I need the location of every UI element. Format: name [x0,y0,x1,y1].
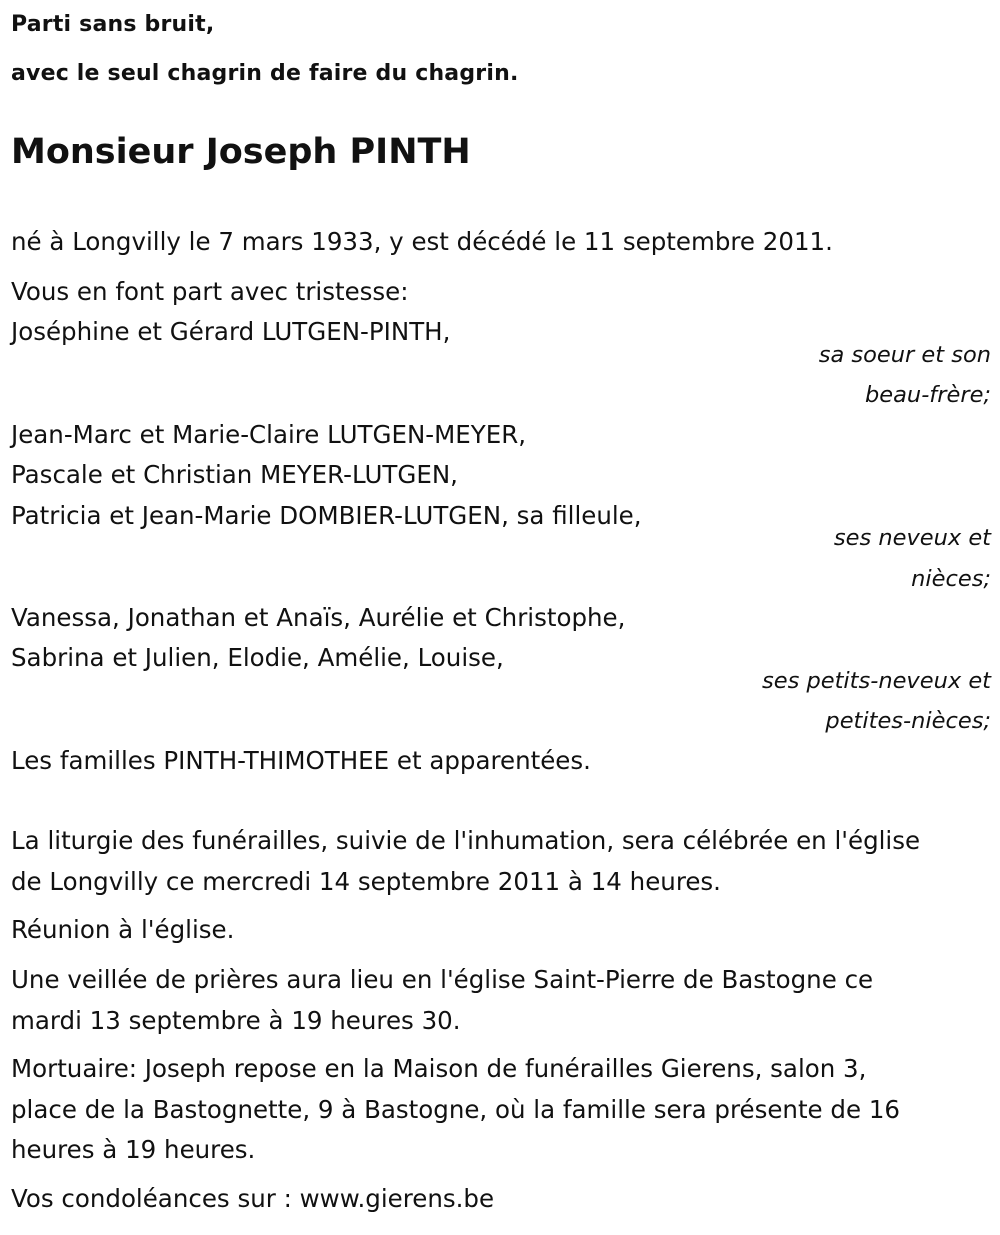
family-grand-line-1: Vanessa, Jonathan et Anaïs, Aurélie et Christophe, [11,603,626,632]
family-sister-line: Joséphine et Gérard LUTGEN-PINTH, [11,317,451,346]
birth-death-line: né à Longvilly le 7 mars 1933, y est décédé le 11 septembre 2011. [11,227,833,256]
mortuary-line-3: heures à 19 heures. [11,1135,256,1164]
liturgy-line-1: La liturgie des funérailles, suivie de l'inhumation, sera célébrée en l'église [11,826,921,855]
nephews-relation-1: ses neveux et [833,525,991,551]
page-title: Monsieur Joseph PINTH [11,132,471,172]
meeting-line: Réunion à l'église. [11,915,235,944]
family-nephew-line-2: Pascale et Christian MEYER-LUTGEN, [11,460,458,489]
grand-relation-2: petites-nièces; [825,708,991,734]
liturgy-line-2: de Longvilly ce mercredi 14 septembre 2011 à 14 heures. [11,867,721,896]
nephews-relation-2: nièces; [911,566,991,592]
vigil-line-1: Une veillée de prières aura lieu en l'église Saint-Pierre de Bastogne ce [11,965,874,994]
epigraph-line-1: Parti sans bruit, [11,12,215,37]
sister-relation-1: sa soeur et son [818,342,991,368]
family-nephew-line-1: Jean-Marc et Marie-Claire LUTGEN-MEYER, [11,420,527,449]
grand-relation-1: ses petits-neveux et [762,668,991,694]
condolences-line: Vos condoléances sur : www.gierens.be [11,1184,495,1213]
family-nephew-line-3: Patricia et Jean-Marie DOMBIER-LUTGEN, sa filleule, [11,501,642,530]
family-others-line: Les familles PINTH-THIMOTHEE et apparentées. [11,746,591,775]
epigraph-line-2: avec le seul chagrin de faire du chagrin. [11,61,519,86]
sister-relation-2: beau-frère; [865,382,991,408]
announcement-line: Vous en font part avec tristesse: [11,277,409,306]
vigil-line-2: mardi 13 septembre à 19 heures 30. [11,1006,461,1035]
family-grand-line-2: Sabrina et Julien, Elodie, Amélie, Louise, [11,643,504,672]
mortuary-line-2: place de la Bastognette, 9 à Bastogne, où la famille sera présente de 16 [11,1095,900,1124]
mortuary-line-1: Mortuaire: Joseph repose en la Maison de funérailles Gierens, salon 3, [11,1054,867,1083]
